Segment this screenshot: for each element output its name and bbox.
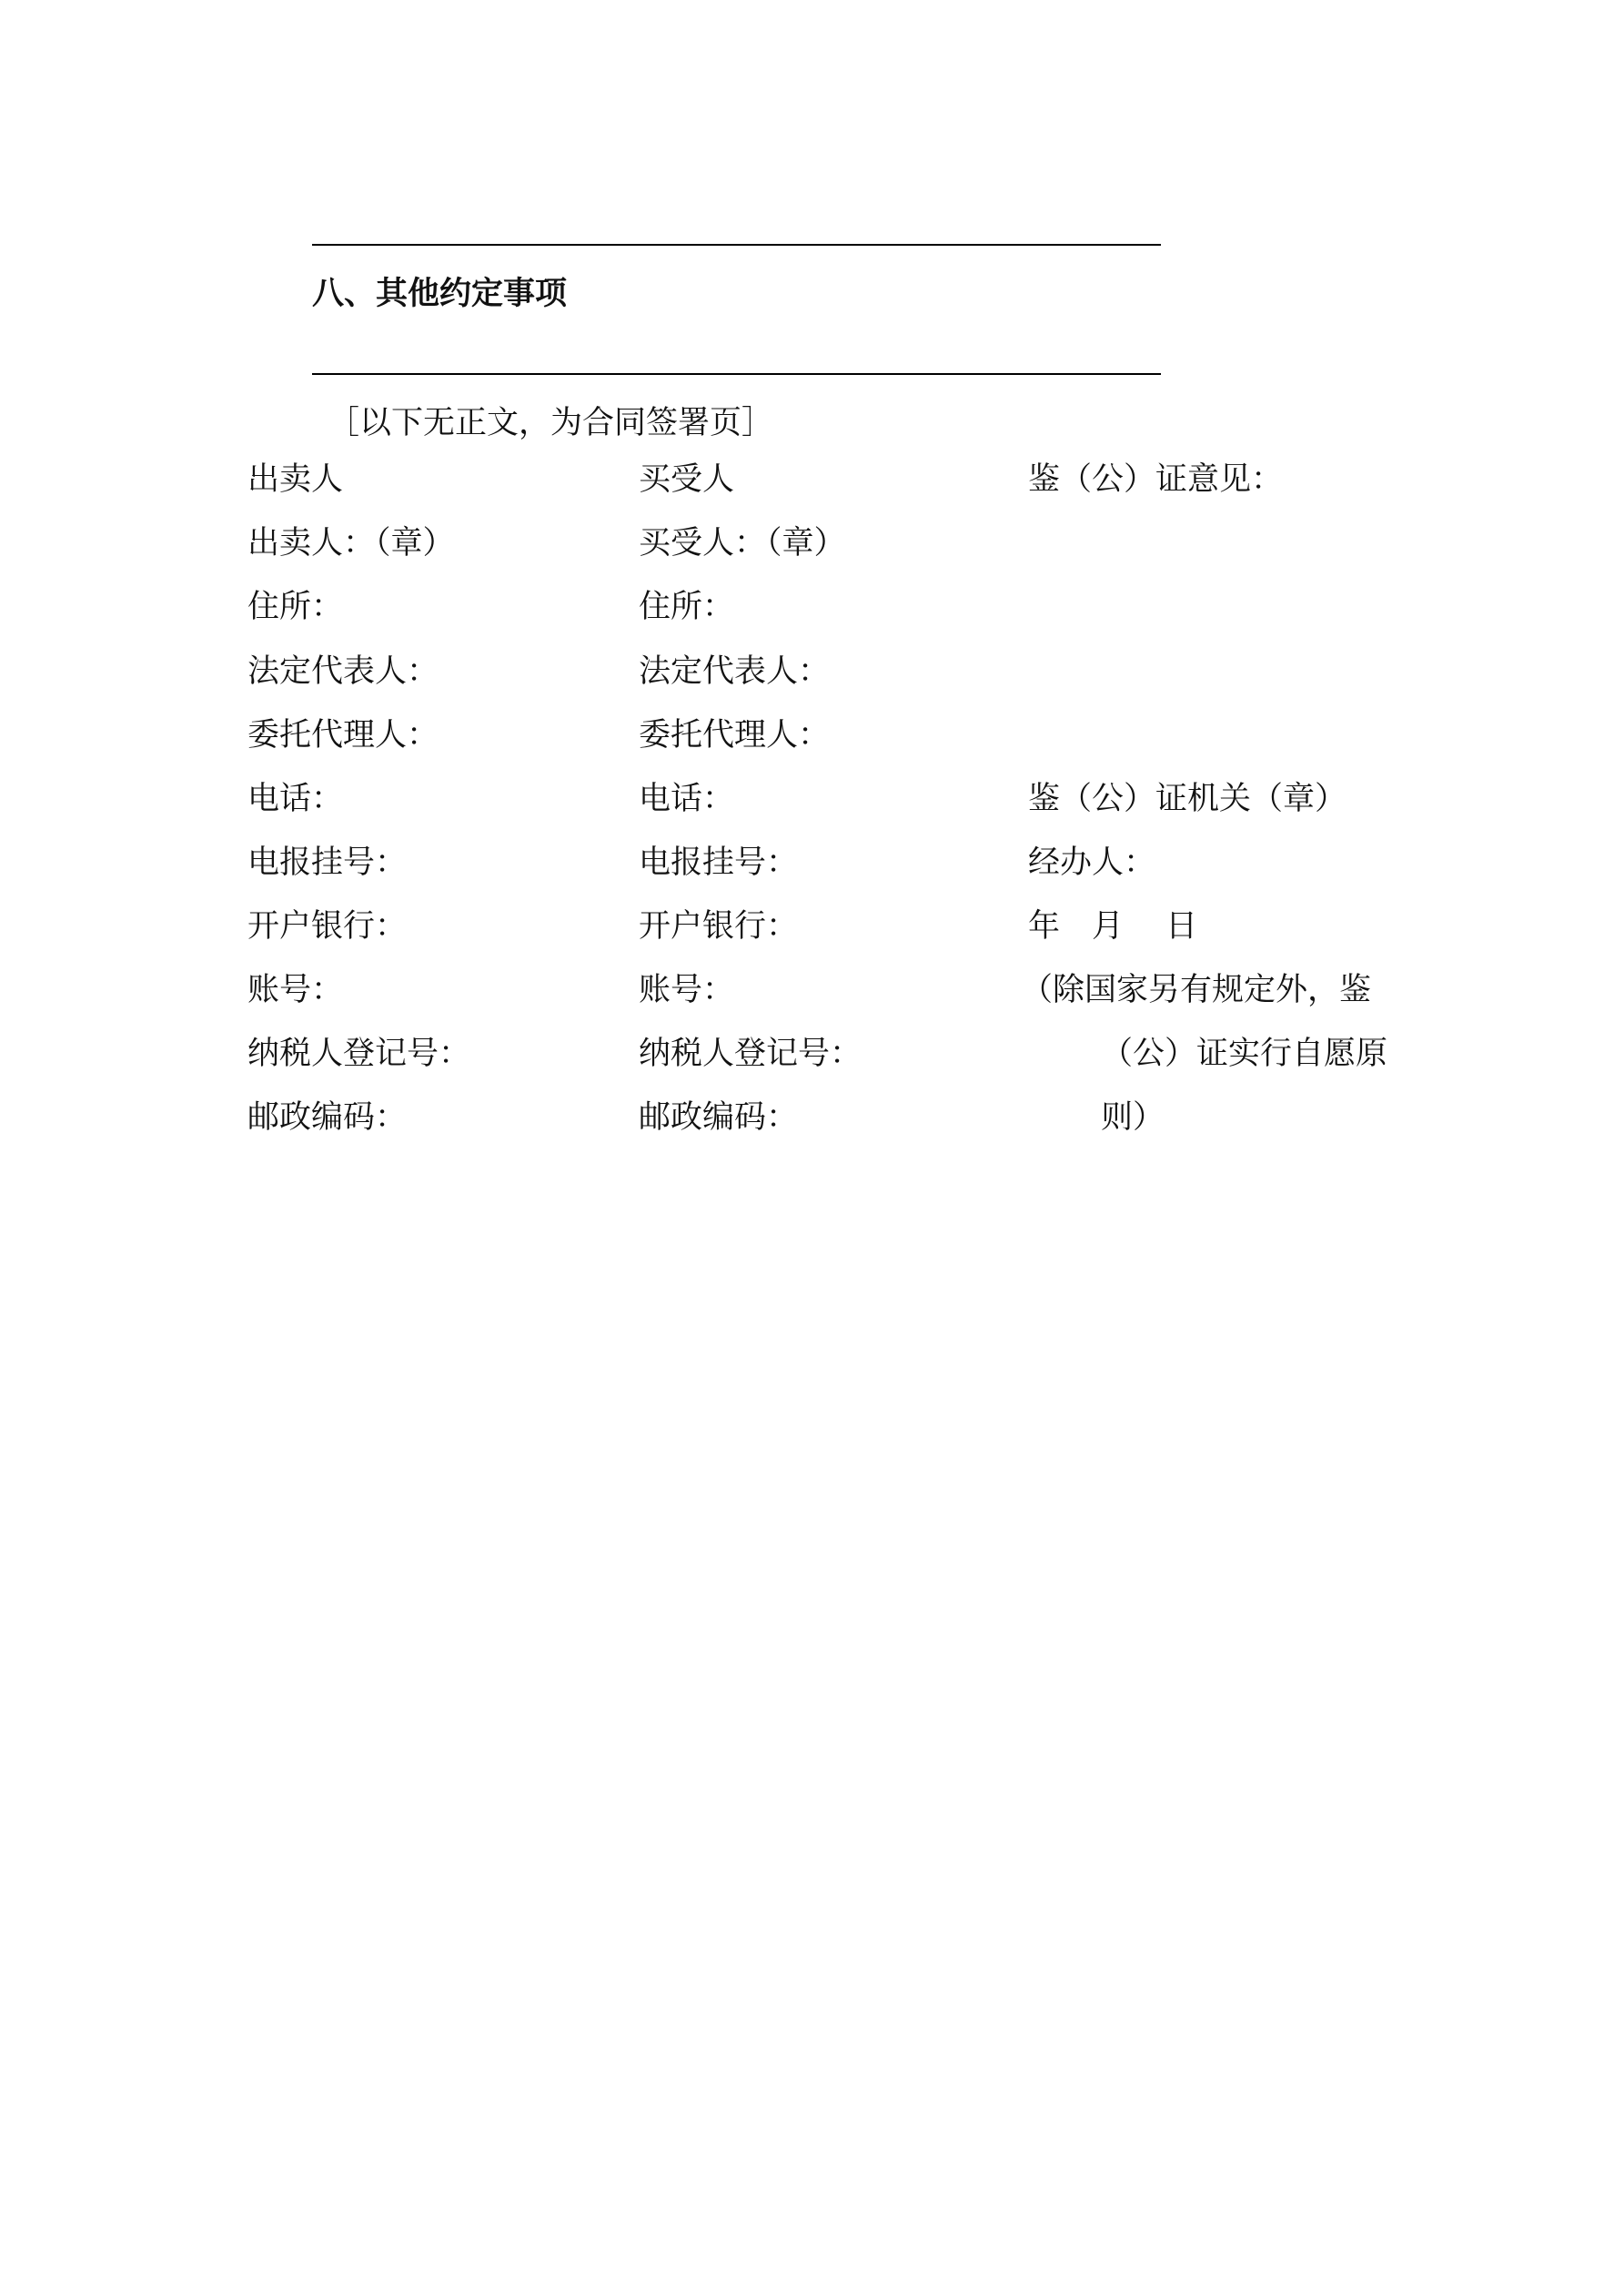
notary-remark-line: 则） [1101, 1099, 1165, 1136]
buyer-cell: 邮政编码： [639, 1099, 799, 1136]
seller-cell: 纳税人登记号： [247, 1036, 471, 1072]
seller-cell: 账号： [247, 972, 344, 1008]
buyer-cell: 买受人 [639, 461, 735, 498]
buyer-cell: 账号： [639, 972, 735, 1008]
notary-date-line: 年 月 日 [1028, 908, 1198, 945]
blank-fill-line-2 [312, 373, 1161, 375]
signature-row [0, 457, 1624, 502]
notary-cell: 鉴（公）证意见： [1028, 461, 1284, 498]
seller-cell: 法定代表人： [247, 653, 439, 690]
buyer-cell: 买受人：（章） [639, 525, 846, 561]
signature-row [0, 904, 1624, 949]
buyer-cell: 住所： [639, 589, 735, 625]
seller-cell: 住所： [247, 589, 344, 625]
seller-cell: 邮政编码： [247, 1099, 408, 1136]
buyer-cell: 法定代表人： [639, 653, 831, 690]
seller-cell: 出卖人 [247, 461, 344, 498]
buyer-cell: 开户银行： [639, 908, 799, 945]
buyer-cell: 纳税人登记号： [639, 1036, 862, 1072]
signature-row [0, 840, 1624, 885]
notary-cell: 鉴（公）证机关（章） [1028, 781, 1347, 817]
section-heading: 八、其他约定事项 [312, 275, 568, 312]
seller-cell: 出卖人：（章） [247, 525, 455, 561]
seller-cell: 委托代理人： [247, 717, 439, 754]
signature-row [0, 1095, 1624, 1140]
seller-cell: 电话： [247, 781, 344, 817]
notary-remark-line: （公）证实行自愿原 [1101, 1036, 1388, 1072]
signature-row [0, 521, 1624, 566]
end-of-text-note: ［以下无正文，为合同签署页］ [328, 405, 774, 441]
signature-row [0, 584, 1624, 630]
seller-cell: 电报挂号： [247, 845, 408, 881]
signature-row [0, 713, 1624, 758]
signature-row [0, 967, 1624, 1013]
buyer-cell: 电报挂号： [639, 845, 799, 881]
buyer-cell: 委托代理人： [639, 717, 831, 754]
seller-cell: 开户银行： [247, 908, 408, 945]
notary-remark-line: （除国家另有规定外，鉴 [1021, 972, 1372, 1008]
notary-cell: 经办人： [1028, 845, 1156, 881]
blank-fill-line-1 [312, 244, 1161, 246]
signature-row [0, 1031, 1624, 1077]
signature-row [0, 649, 1624, 694]
signature-row [0, 776, 1624, 822]
buyer-cell: 电话： [639, 781, 735, 817]
